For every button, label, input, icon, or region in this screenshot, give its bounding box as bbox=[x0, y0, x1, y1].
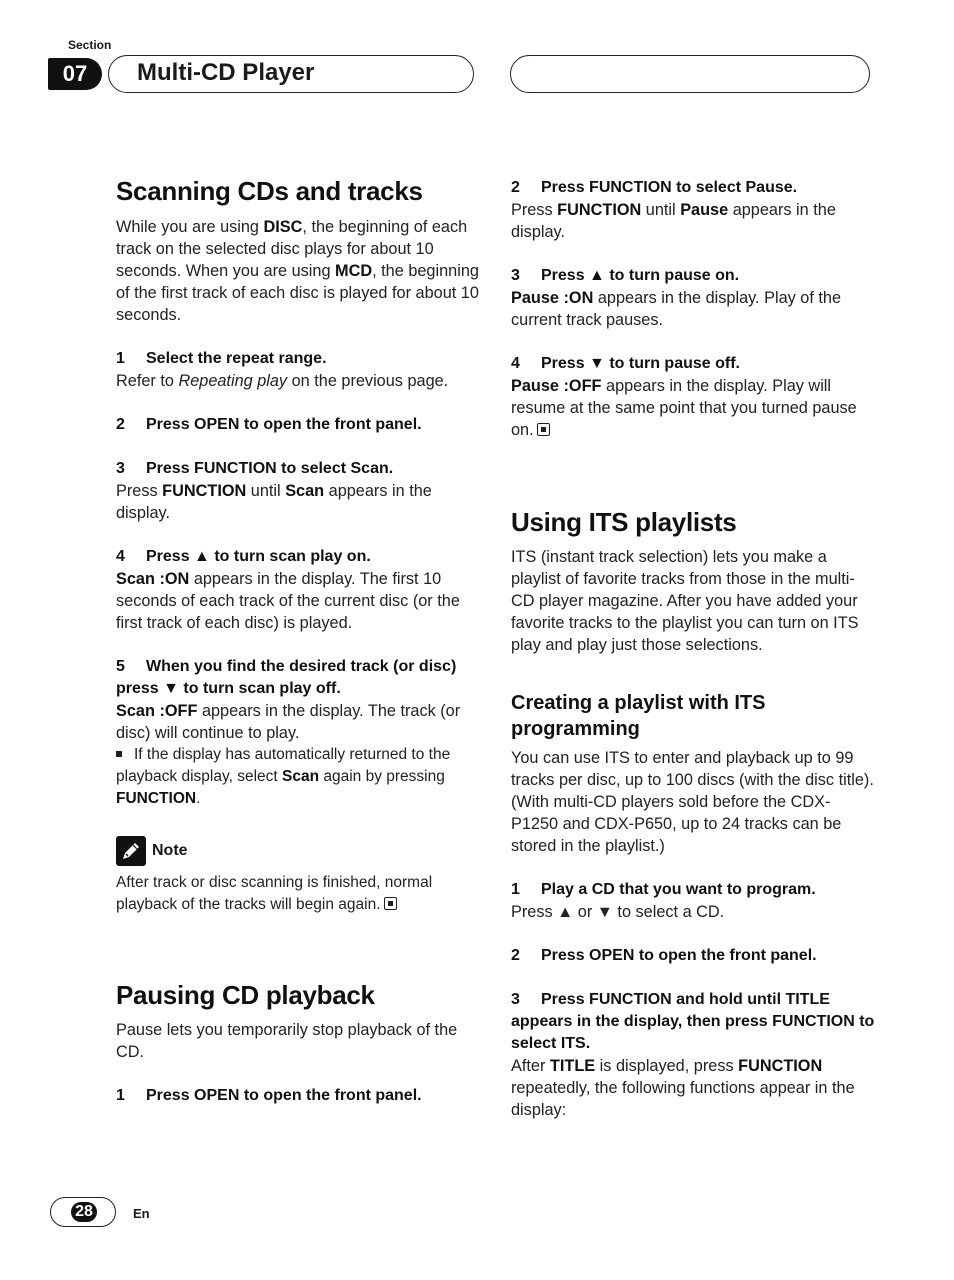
chapter-title-frame bbox=[108, 55, 474, 93]
step-heading: 1 Play a CD that you want to program. bbox=[511, 881, 816, 898]
step-heading: 5 When you find the desired track (or disc) press ▼ to turn scan play off. bbox=[116, 658, 457, 697]
its-title: Using ITS playlists bbox=[511, 507, 737, 537]
step-body: Press FUNCTION until Pause appears in the display. bbox=[511, 201, 836, 241]
step-body: Pause :OFF appears in the display. Play will resume at the same point that you turned pause on. bbox=[511, 377, 857, 439]
step-heading: 4 Press ▲ to turn scan play on. bbox=[116, 548, 371, 565]
step-body: Refer to Repeating play on the previous page. bbox=[116, 372, 449, 390]
its-subtitle: Creating a playlist with ITS programming bbox=[511, 692, 766, 740]
its-intro: ITS (instant track selection) lets you make a playlist of favorite tracks from those in the multi-CD player magazine. After you have added your favorite tracks to the playlist you can turn on ITS play and play just those selections. bbox=[511, 548, 859, 654]
its-section bbox=[511, 507, 876, 1121]
its-step-2 bbox=[511, 945, 876, 967]
pausing-continued bbox=[511, 177, 876, 441]
bullet-note: If the display has automatically returned to the playback display, select Scan again by pressing FUNCTION. bbox=[116, 746, 451, 807]
pausing-intro: Pause lets you temporarily stop playback of the CD. bbox=[116, 1021, 458, 1061]
pause-step-3 bbox=[511, 265, 876, 331]
scanning-intro: While you are using DISC, the beginning of each track on the selected disc plays for about 10 seconds. When you are using MCD, the beginning of the first track of each disc is played for about 10 seconds. bbox=[116, 218, 479, 324]
step-body: Scan :OFF appears in the display. The track (or disc) will continue to play. bbox=[116, 702, 461, 742]
scan-step-3 bbox=[116, 458, 481, 524]
bullet-icon bbox=[116, 751, 122, 757]
scan-step-2 bbox=[116, 414, 481, 436]
step-heading: 3 Press FUNCTION and hold until TITLE appears in the display, then press FUNCTION to select ITS. bbox=[511, 991, 875, 1052]
step-heading: 1 Select the repeat range. bbox=[116, 350, 327, 367]
step-heading: 2 Press OPEN to open the front panel. bbox=[116, 416, 422, 433]
step-heading: 2 Press FUNCTION to select Pause. bbox=[511, 179, 798, 196]
scanning-title: Scanning CDs and tracks bbox=[116, 176, 423, 206]
pausing-title: Pausing CD playback bbox=[116, 980, 375, 1010]
step-heading: 1 Press OPEN to open the front panel. bbox=[116, 1087, 422, 1104]
pausing-section bbox=[116, 980, 481, 1107]
scan-step-4 bbox=[116, 546, 481, 634]
its-step-3 bbox=[511, 989, 876, 1121]
page-number-badge bbox=[50, 1197, 116, 1227]
pause-step-1 bbox=[116, 1085, 481, 1107]
scanning-section bbox=[116, 176, 481, 916]
scan-step-5 bbox=[116, 656, 481, 810]
step-body: Pause :ON appears in the display. Play of the current track pauses. bbox=[511, 289, 842, 329]
step-heading: 2 Press OPEN to open the front panel. bbox=[511, 947, 817, 964]
its-sub-intro: You can use ITS to enter and playback up to 99 tracks per disc, up to 100 discs (with the disc title). (With multi-CD players sold before the CDX-P1250 and CDX-P650, up to 24 tracks can be stored in the playlist.) bbox=[511, 749, 874, 855]
empty-header-frame bbox=[510, 55, 870, 93]
pause-step-2 bbox=[511, 177, 876, 243]
section-number-badge: 07 bbox=[48, 58, 102, 90]
end-mark-icon bbox=[384, 897, 397, 910]
step-body: Press ▲ or ▼ to select a CD. bbox=[511, 903, 725, 921]
pause-step-4 bbox=[511, 353, 876, 441]
section-label: Section bbox=[68, 38, 112, 52]
note-block bbox=[116, 836, 481, 916]
scan-step-1 bbox=[116, 348, 481, 392]
note-pencil-icon bbox=[116, 836, 146, 866]
its-step-1 bbox=[511, 879, 876, 923]
step-heading: 3 Press FUNCTION to select Scan. bbox=[116, 460, 394, 477]
step-body: After TITLE is displayed, press FUNCTION repeatedly, the following functions appear in the display: bbox=[511, 1057, 855, 1119]
page-number: 28 bbox=[75, 1203, 93, 1220]
step-body: Scan :ON appears in the display. The first 10 seconds of each track of the current disc (or the first track of each disc) is played. bbox=[116, 570, 460, 632]
note-label: Note bbox=[152, 842, 188, 859]
note-text: After track or disc scanning is finished, normal playback of the tracks will begin again. bbox=[116, 874, 433, 913]
language-code: En bbox=[133, 1206, 150, 1221]
step-heading: 3 Press ▲ to turn pause on. bbox=[511, 267, 740, 284]
step-body: Press FUNCTION until Scan appears in the display. bbox=[116, 482, 432, 522]
step-heading: 4 Press ▼ to turn pause off. bbox=[511, 355, 740, 372]
end-mark-icon bbox=[537, 423, 550, 436]
chapter-title: Multi-CD Player bbox=[137, 59, 315, 86]
